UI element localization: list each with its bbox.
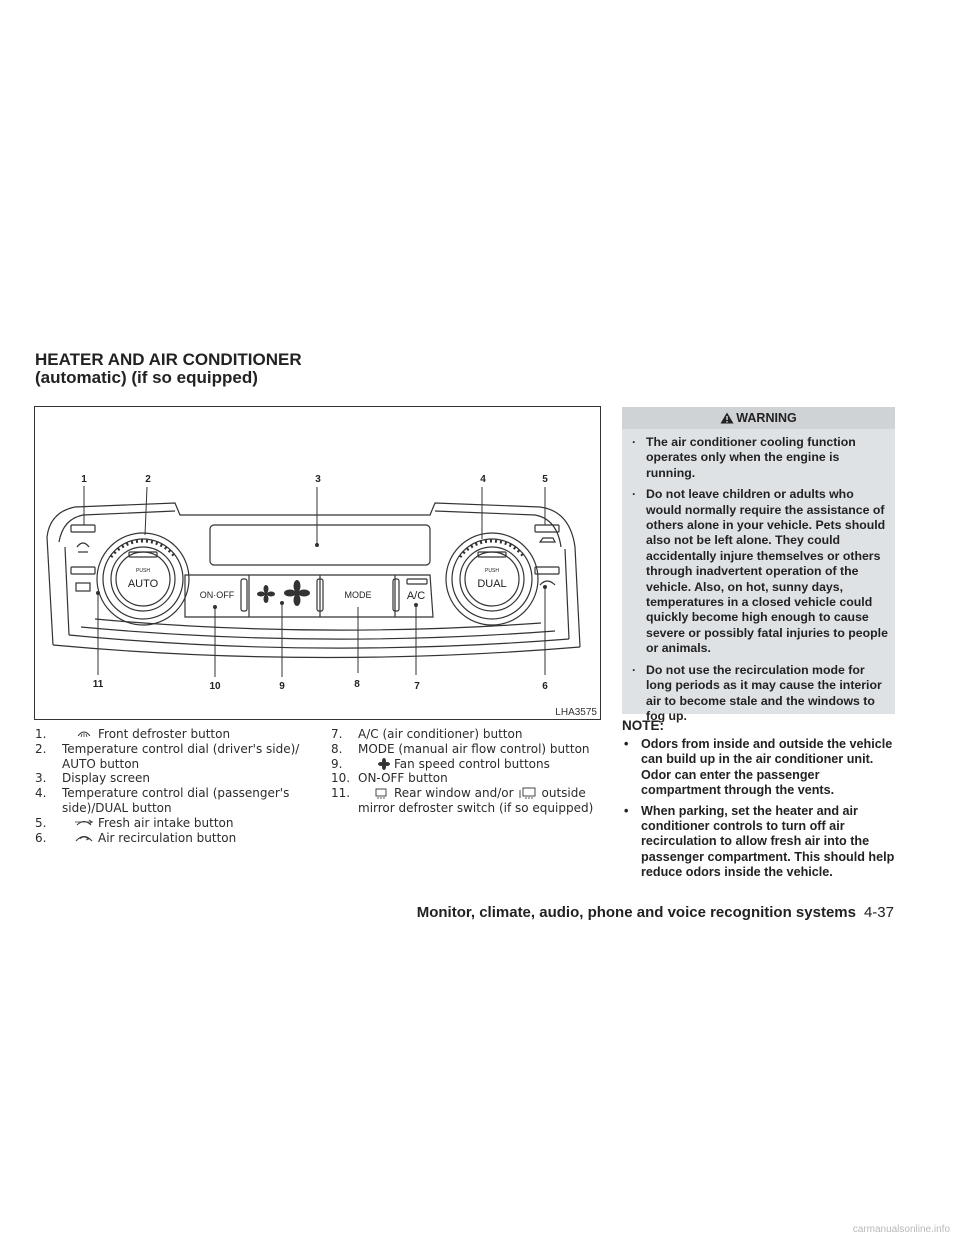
mirror-defroster-icon (516, 787, 540, 799)
auto-label: AUTO (127, 578, 159, 590)
push-label-left: PUSH (136, 568, 150, 574)
legend-item (35, 742, 307, 772)
callout-1: 1 (81, 474, 87, 485)
legend-item (331, 771, 601, 786)
callout-2: 2 (145, 474, 151, 485)
legend-item (35, 771, 307, 786)
section-heading (35, 351, 302, 387)
legend-text: A/C (air conditioner) button (358, 727, 523, 741)
callout-8: 8 (354, 679, 360, 690)
legend-number: 5. (35, 815, 47, 830)
legend-number: 2. (35, 741, 47, 756)
legend-item (331, 727, 601, 742)
legend-text: Temperature control dial (driver's side)/ AUTO button (62, 741, 300, 771)
mode-label: MODE (344, 590, 372, 600)
push-label-right: PUSH (485, 568, 499, 574)
climate-control-figure (34, 406, 601, 720)
note-title: NOTE: (622, 718, 664, 733)
callout-4: 4 (480, 474, 486, 485)
legend-item (35, 831, 307, 846)
front-defroster-icon (72, 728, 96, 740)
ac-label: A/C (406, 590, 426, 602)
watermark: carmanualsonline.info (852, 1224, 950, 1235)
recirculation-icon (72, 832, 96, 844)
callout-3: 3 (315, 474, 321, 485)
heading-line-2: (automatic) (if so equipped) (35, 368, 258, 387)
warning-header (622, 407, 895, 429)
on-off-label: ON·OFF (199, 590, 235, 600)
legend-text: Front defroster button (98, 727, 231, 741)
legend-number: 11. (331, 786, 351, 801)
climate-panel-illustration (35, 407, 600, 719)
legend-item (331, 742, 601, 757)
legend-right (331, 727, 601, 816)
legend-text: Display screen (62, 771, 150, 786)
legend-number: 8. (331, 741, 343, 756)
legend-number: 7. (331, 727, 343, 741)
callout-5: 5 (542, 474, 548, 485)
legend-number: 6. (35, 830, 47, 845)
legend-item (331, 757, 601, 772)
callout-7: 7 (414, 681, 420, 692)
callout-6: 6 (542, 681, 548, 692)
legend-item (35, 816, 307, 831)
callout-9: 9 (279, 681, 285, 692)
legend-number: 3. (35, 771, 47, 786)
note-item: • When parking, set the heater and air conditioner controls to turn off air recirculation to allow fresh air into the passenger compartment. This should help reduce odors inside the vehicle. (622, 804, 896, 881)
warning-item: · Do not leave children or adults who would normally require the assistance of others alone in your vehicle. Pets should also not be left alone. They could accidentally injure themselves or others through inadvertent operation of the vehicle. Also, on hot, sunny days, temperatures in a closed vehicle could quickly become high enough to cause severe or possibly fatal injuries to people or animals. (628, 487, 889, 656)
dual-label: DUAL (477, 578, 507, 590)
warning-list (622, 429, 895, 724)
legend-text: ON-OFF button (358, 771, 448, 786)
legend-text: outside mirror defroster switch (if so equipped) (358, 786, 594, 815)
heading-line-1: HEATER AND AIR CONDITIONER (35, 350, 302, 369)
note-item: • Odors from inside and outside the vehicle can build up in the air conditioner unit. Odor can enter the passenger compartment through the vents. (622, 737, 896, 799)
page-number: 4-37 (863, 904, 894, 921)
figure-code: LHA3575 (555, 707, 597, 718)
warning-item: · Do not use the recirculation mode for long periods as it may cause the interior air to become stale and the windows to fog up. (628, 663, 889, 725)
rear-defroster-icon (368, 787, 392, 799)
legend-text: Air recirculation button (98, 830, 237, 845)
warning-box (622, 407, 895, 723)
warning-title: WARNING (736, 411, 797, 425)
callout-10: 10 (209, 681, 221, 692)
legend-number: 9. (331, 756, 343, 771)
legend-left (35, 727, 307, 845)
legend-number: 4. (35, 786, 47, 801)
legend-item (35, 786, 307, 816)
legend-text: Fresh air intake button (98, 815, 234, 830)
warning-item: · The air conditioner cooling function operates only when the engine is running. (628, 435, 889, 481)
legend-text: MODE (manual air flow control) button (358, 741, 590, 756)
legend-number: 1. (35, 727, 47, 741)
note-list (622, 737, 896, 886)
legend-text: Fan speed control buttons (394, 756, 550, 771)
warning-triangle-icon (720, 412, 734, 424)
footer-section-title: Monitor, climate, audio, phone and voice recognition systems (416, 904, 856, 921)
legend-text: Rear window and/or (394, 786, 514, 801)
legend-number: 10. (331, 771, 351, 786)
legend-text: Temperature control dial (passenger's side)/DUAL button (62, 786, 290, 815)
legend-item (331, 786, 601, 816)
callout-11: 11 (92, 679, 104, 690)
fan-icon (368, 758, 392, 770)
legend-item (35, 727, 307, 742)
fresh-air-icon (72, 817, 96, 829)
page-footer (417, 904, 894, 921)
